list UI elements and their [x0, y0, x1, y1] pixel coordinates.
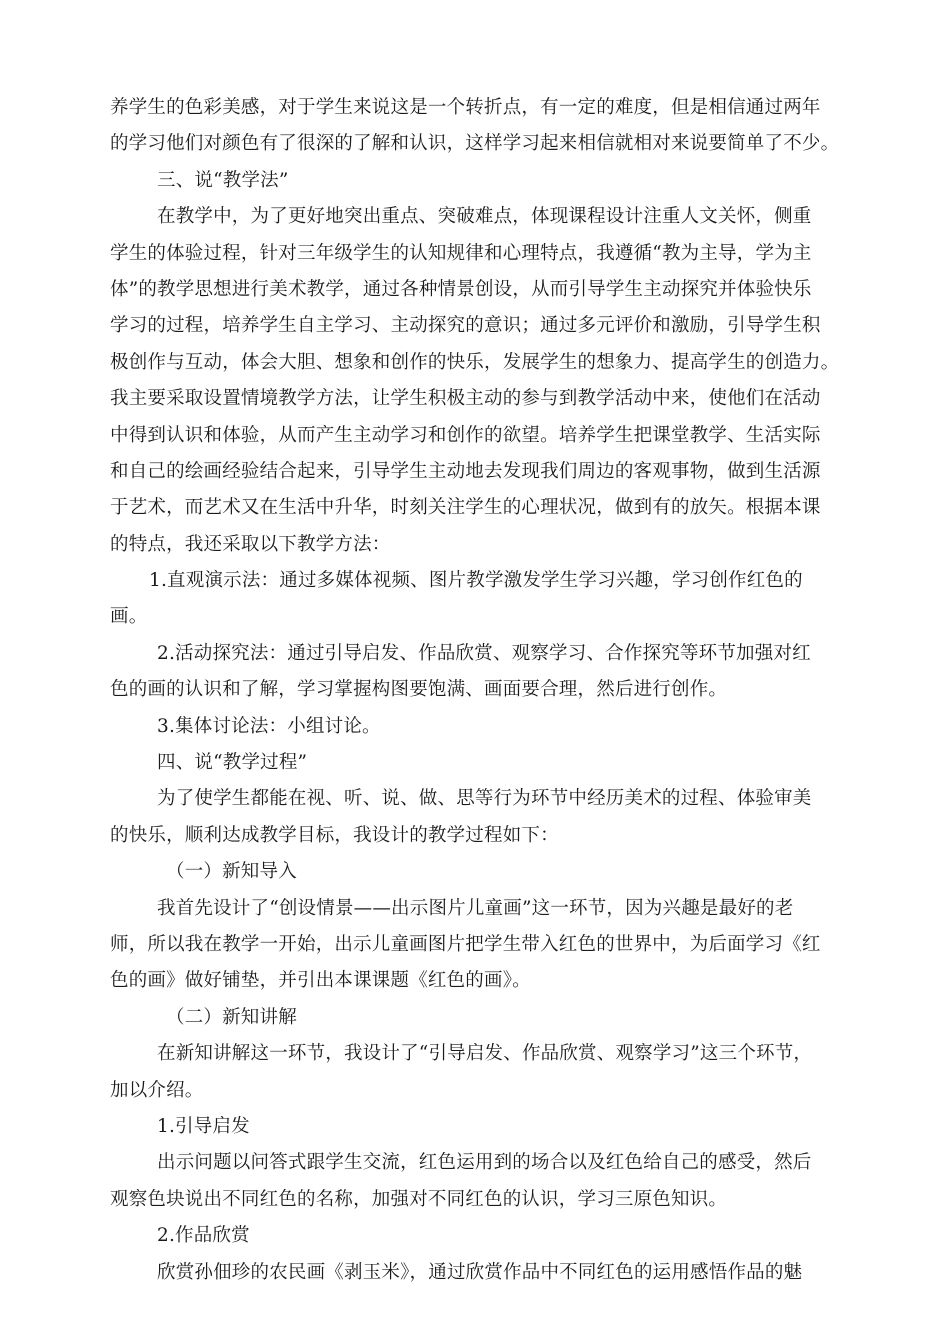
text-line: 1.引导启发 [157, 1115, 250, 1137]
text-line: 色的画》做好铺垫，并引出本课课题《红色的画》。 [110, 970, 531, 992]
text-line: 三、说“教学法” [157, 169, 289, 191]
text-line: 3.集体讨论法：小组讨论。 [157, 715, 381, 737]
text-line: 体”的教学思想进行美术教学，通过各种情景创设，从而引导学生主动探究并体验快乐 [110, 278, 812, 300]
document-body [110, 90, 850, 1291]
text-line: （一）新知导入 [166, 861, 297, 883]
text-line: 在新知讲解这一环节，我设计了“引导启发、作品欣赏、观察学习”这三个环节， [157, 1043, 813, 1065]
text-line: 观察色块说出不同红色的名称，加强对不同红色的认识，学习三原色知识。 [110, 1188, 728, 1210]
text-line: 的快乐，顺利达成教学目标，我设计的教学过程如下： [110, 824, 559, 846]
text-line: 为了使学生都能在视、听、说、做、思等行为环节中经历美术的过程、体验审美 [157, 788, 812, 810]
text-line: （二）新知讲解 [166, 1006, 297, 1028]
text-line: 1.直观演示法：通过多媒体视频、图片教学激发学生学习兴趣，学习创作红色的 [149, 570, 803, 592]
text-line: 我主要采取设置情境教学方法，让学生积极主动的参与到教学活动中来，使他们在活动 [110, 388, 821, 410]
text-line: 加以介绍。 [110, 1079, 204, 1101]
text-line: 学习的过程，培养学生自主学习、主动探究的意识；通过多元评价和激励，引导学生积 [110, 315, 821, 337]
text-line: 极创作与互动，体会大胆、想象和创作的快乐，发展学生的想象力、提高学生的创造力。 [110, 351, 840, 373]
text-line: 和自己的绘画经验结合起来，引导学生主动地去发现我们周边的客观事物，做到生活源 [110, 460, 821, 482]
text-line: 四、说“教学过程” [157, 752, 308, 774]
text-line: 2.作品欣赏 [157, 1225, 250, 1247]
text-line: 学生的体验过程，针对三年级学生的认知规律和心理特点，我遵循“教为主导，学为主 [110, 242, 812, 264]
text-line: 养学生的色彩美感，对于学生来说这是一个转折点，有一定的难度，但是相信通过两年 [110, 97, 821, 118]
text-line: 色的画的认识和了解，学习掌握构图要饱满、画面要合理，然后进行创作。 [110, 679, 728, 701]
text-line: 画。 [110, 606, 148, 628]
text-line: 中得到认识和体验，从而产生主动学习和创作的欲望。培养学生把课堂教学、生活实际 [110, 424, 821, 446]
text-line: 的学习他们对颜色有了很深的了解和认识，这样学习起来相信就相对来说要简单了不少。 [110, 133, 840, 155]
text-line: 欣赏孙佃珍的农民画《剥玉米》，通过欣赏作品中不同红色的运用感悟作品的魅 [157, 1261, 803, 1283]
text-line: 的特点，我还采取以下教学方法： [110, 533, 391, 555]
text-line: 我首先设计了“创设情景——出示图片儿童画”这一环节，因为兴趣是最好的老 [157, 897, 794, 919]
text-line: 出示问题以问答式跟学生交流，红色运用到的场合以及红色给自己的感受，然后 [157, 1152, 812, 1174]
text-line: 在教学中，为了更好地突出重点、突破难点，体现课程设计注重人文关怀，侧重 [157, 206, 812, 228]
text-line: 2.活动探究法：通过引导启发、作品欣赏、观察学习、合作探究等环节加强对红 [157, 642, 811, 664]
text-line: 于艺术，而艺术又在生活中升华，时刻关注学生的心理状况，做到有的放矢。根据本课 [110, 497, 821, 519]
text-line: 师，所以我在教学一开始，出示儿童画图片把学生带入红色的世界中，为后面学习《红 [110, 933, 821, 955]
